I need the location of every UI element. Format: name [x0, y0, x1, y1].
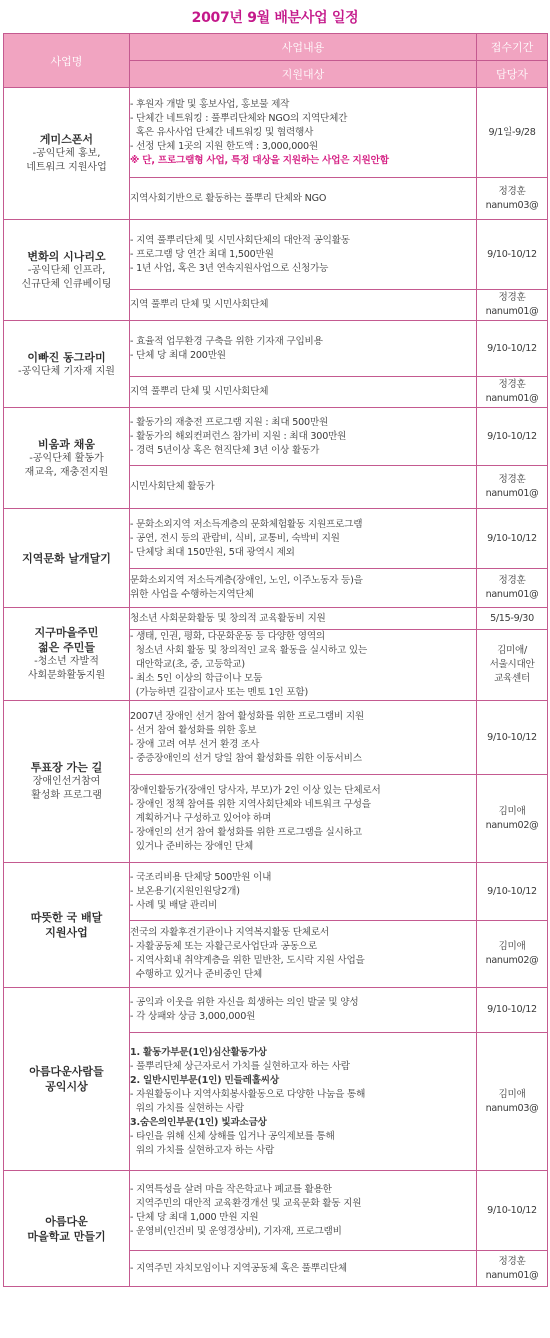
content-line: - 보온용기(지원인원당2개) [130, 885, 240, 897]
content-line: - 장애인의 선거 참여 활성화를 위한 프로그램을 실시하고 [130, 826, 362, 838]
program-name: 게미스폰서 [39, 133, 94, 146]
content-line: 청소년 사회 활동 및 창의적인 교육 활동을 실시하고 있는 [130, 645, 368, 656]
application-period: 9/10-10/12 [477, 1171, 548, 1251]
content-line: 혹은 유사사업 단체간 네트워킹 및 협력행사 [130, 126, 314, 138]
support-target: 지역 풀뿌리 단체 및 시민사회단체 [130, 377, 477, 408]
content-line: - 공익과 이웃을 위한 자신을 희생하는 의인 발굴 및 양성 [130, 997, 359, 1008]
award-title: 2. 일반시민부문(1인) 민들레홀씨상 [130, 1074, 279, 1086]
program-cell [4, 701, 130, 863]
content-line: 지역주민의 대안적 교육환경개선 및 교육문화 활동 지원 [130, 1197, 362, 1209]
program-content [130, 321, 477, 377]
content-line: - 운영비(인건비 및 운영경상비), 기자재, 프로그램비 [130, 1225, 342, 1237]
application-period: 5/15-9/30 [477, 608, 548, 630]
program-content: 청소년 사회문화활동 및 창의적 교육활동비 지원 [130, 608, 477, 630]
award-title: 1. 활동가부문(1인)심산활동가상 [130, 1046, 267, 1058]
content-line: - 지역 풀뿌리단체 및 시민사회단체의 대안적 공익활동 [130, 234, 350, 246]
program-row [4, 863, 548, 921]
header-program: 사업명 [4, 34, 130, 88]
program-row [4, 321, 548, 377]
program-description: -청소년 자발적 사회문화활동지원 [27, 656, 106, 681]
program-name: 변화의 시나리오 [27, 249, 106, 263]
content-line: - 단체간 네트워킹 : 풀뿌리단체와 NGO의 지역단체간 [130, 112, 348, 124]
support-target [130, 1033, 477, 1171]
header-period: 접수기간 [477, 34, 548, 61]
program-cell [4, 608, 130, 701]
program-content [130, 863, 477, 921]
content-line: - 단체당 최대 150만원, 5대 광역시 제외 [130, 546, 295, 558]
program-name: 투표장 가는 길 [30, 761, 103, 774]
application-period: 9/1일-9/28 [477, 88, 548, 178]
content-line: 수행하고 있거나 준비중인 단체 [130, 969, 263, 980]
content-line: 대안학교(초, 중, 고등학교) [130, 659, 245, 670]
application-period: 9/10-10/12 [477, 509, 548, 569]
content-line: - 단체 당 최대 1,000 만원 지원 [130, 1211, 259, 1223]
support-target [130, 921, 477, 988]
support-target: - 지역주민 자치모임이나 지역공동체 혹은 풀뿌리단체 [130, 1251, 477, 1287]
content-line: 장애인활동가(장애인 당사자, 부모)가 2인 이상 있는 단체로서 [130, 784, 381, 796]
content-line: - 효율적 업무환경 구축을 위한 기자재 구입비용 [130, 335, 323, 347]
content-line: 전국의 자활후견기관이나 지역복지활동 단체로서 [130, 927, 329, 938]
manager-contact: 정경훈 nanum01@ [477, 569, 548, 608]
content-line: - 풀뿌리단체 상근자로서 가치를 실현하고자 하는 사람 [130, 1060, 350, 1072]
program-name: 아름다운 마을학교 만들기 [27, 1214, 106, 1243]
manager-contact: 김미애 nanum02@ [477, 775, 548, 863]
content-line: - 타인을 위해 신체 상해를 입거나 공익제보를 통해 [130, 1130, 335, 1142]
program-cell [4, 509, 130, 608]
program-row [4, 988, 548, 1033]
program-cell [4, 863, 130, 988]
content-line: - 지역특성을 살려 마을 작은학교나 폐교를 활용한 [130, 1183, 332, 1195]
content-line: - 선정 단체 1곳의 지원 한도액 : 3,000,000원 [130, 140, 318, 152]
content-line: - 경력 5년이상 혹은 현직단체 3년 이상 활동가 [130, 444, 320, 456]
program-cell [4, 1171, 130, 1287]
content-line: - 활동가의 재충전 프로그램 지원 : 최대 500만원 [130, 416, 329, 428]
program-description: -공익단체 기자재 지원 [18, 365, 115, 377]
content-line: - 각 상패와 상금 3,000,000원 [130, 1011, 256, 1022]
program-content [130, 988, 477, 1033]
warning-note: ※ 단, 프로그램형 사업, 특정 대상을 지원하는 사업은 지원안함 [130, 154, 389, 166]
program-content [130, 1171, 477, 1251]
program-cell [4, 88, 130, 220]
support-target: 문화소외지역 저소득계층(장애인, 노인, 이주노동자 등)을 위한 사업을 수행하는지역단체 [130, 569, 477, 608]
content-line: - 생태, 인권, 평화, 다문화운동 등 다양한 영역의 [130, 631, 325, 642]
program-cell [4, 408, 130, 509]
program-row [4, 88, 548, 178]
manager-contact: 김미애 nanum03@ [477, 1033, 548, 1171]
content-line: 위의 가치를 실현하고자 하는 사람 [130, 1144, 275, 1156]
program-row [4, 509, 548, 569]
content-line: (가능하면 길잡이교사 또는 멘토 1인 포함) [130, 687, 309, 698]
program-content [130, 408, 477, 466]
header-content: 사업내용 [130, 34, 477, 61]
program-name: 아름다운사람들 공익시상 [29, 1065, 104, 1093]
program-content [130, 509, 477, 569]
application-period: 9/10-10/12 [477, 220, 548, 290]
program-row [4, 408, 548, 466]
manager-contact: 정경훈 nanum01@ [477, 377, 548, 408]
manager-contact: 정경훈 nanum01@ [477, 466, 548, 509]
content-line: - 장애인 정책 참여를 위한 지역사회단체와 네트워크 구성을 [130, 798, 371, 810]
content-line: 위의 가치를 실현하는 사람 [130, 1102, 244, 1114]
manager-contact: 정경훈 nanum01@ [477, 1251, 548, 1287]
schedule-table [3, 33, 548, 1287]
program-cell [4, 321, 130, 408]
application-period: 9/10-10/12 [477, 321, 548, 377]
program-name: 지역문화 날개달기 [22, 551, 111, 565]
content-line: 2007년 장애인 선거 참여 활성화를 위한 프로그램비 지원 [130, 710, 364, 722]
program-description: -공익단체 홍보, 네트워크 지원사업 [26, 148, 107, 173]
content-line: - 단체 당 최대 200만원 [130, 349, 226, 361]
program-name: 이빠진 동그라미 [27, 350, 106, 364]
program-row [4, 701, 548, 775]
program-description: -공익단체 활동가 재교육, 재충전지원 [24, 452, 109, 478]
support-target: 지역사회기반으로 활동하는 풀뿌리 단체와 NGO [130, 178, 477, 220]
content-line: - 자활공동체 또는 자활근로사업단과 공동으로 [130, 941, 317, 952]
header-target: 지원대상 [130, 61, 477, 88]
page-title: 2007년 9월 배분사업 일정 [191, 10, 359, 26]
content-line: - 활동가의 해외컨퍼런스 참가비 지원 : 최대 300만원 [130, 430, 347, 442]
content-line: - 공연, 전시 등의 관람비, 식비, 교통비, 숙박비 지원 [130, 532, 340, 544]
content-line: - 선거 참여 활성화를 위한 홍보 [130, 724, 257, 736]
application-period: 9/10-10/12 [477, 863, 548, 921]
application-period: 9/10-10/12 [477, 701, 548, 775]
manager-contact: 정경훈 nanum03@ [477, 178, 548, 220]
content-line: - 자원활동이나 지역사회봉사활동으로 다양한 나눔을 통해 [130, 1088, 366, 1100]
program-cell [4, 220, 130, 321]
content-line: 있거나 준비하는 장애인 단체 [130, 840, 254, 852]
content-line: - 후원자 개발 및 홍보사업, 홍보물 제작 [130, 98, 290, 110]
content-line: - 문화소외지역 저소득계층의 문화체험활동 지원프로그램 [130, 518, 363, 530]
support-target: 지역 풀뿌리 단체 및 시민사회단체 [130, 290, 477, 321]
application-period: 9/10-10/12 [477, 988, 548, 1033]
application-period: 9/10-10/12 [477, 408, 548, 466]
program-name: 지구마을주민 젊은 주민들 [34, 626, 99, 654]
content-line: 계획하거나 구성하고 있어야 하며 [130, 812, 272, 824]
program-row [4, 1171, 548, 1251]
program-row [4, 608, 548, 630]
program-name: 따뜻한 국 배달 지원사업 [30, 911, 103, 939]
support-target: 시민사회단체 활동가 [130, 466, 477, 509]
program-row [4, 220, 548, 290]
content-line: - 중증장애인의 선거 당일 참여 활성화를 위한 이동서비스 [130, 752, 362, 764]
support-target [130, 775, 477, 863]
support-target [130, 630, 477, 701]
content-line: - 장애 고려 여부 선거 환경 조사 [130, 738, 260, 750]
program-description: -공익단체 인프라, 신규단체 인큐베이팅 [21, 264, 112, 290]
program-description: 장애인선거참여 활성화 프로그램 [31, 776, 102, 801]
program-content [130, 88, 477, 178]
manager-contact: 김미애/ 서울시대안 교육센터 [477, 630, 548, 701]
program-content [130, 701, 477, 775]
program-cell [4, 988, 130, 1171]
content-line: - 지역사회내 취약계층을 위한 밑반찬, 도시락 지원 사업을 [130, 955, 365, 966]
header-manager: 담당자 [477, 61, 548, 88]
content-line: - 프로그램 당 연간 최대 1,500만원 [130, 248, 274, 260]
content-line: - 사례 및 배달 관리비 [130, 899, 218, 911]
content-line: - 국조리비용 단체당 500만원 이내 [130, 871, 272, 883]
award-title: 3.숨은의인부문(1인) 빛과소금상 [130, 1116, 267, 1128]
program-name: 비움과 채움 [38, 437, 95, 451]
program-content [130, 220, 477, 290]
manager-contact: 김미애 nanum02@ [477, 921, 548, 988]
manager-contact: 정경훈 nanum01@ [477, 290, 548, 321]
content-line: - 최소 5인 이상의 학급이나 모둠 [130, 673, 263, 684]
content-line: - 1년 사업, 혹은 3년 연속지원사업으로 신청가능 [130, 262, 329, 274]
